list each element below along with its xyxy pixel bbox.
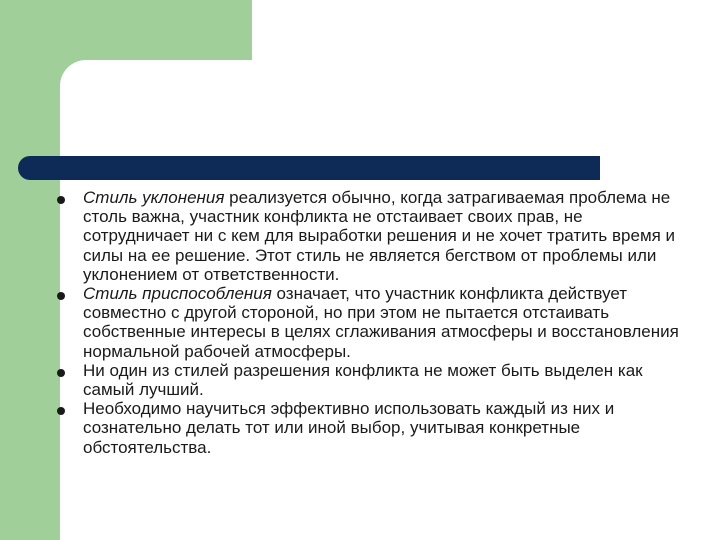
bullet-dot-icon — [57, 292, 65, 300]
bullet-body: означает, что участник конфликта действует совместно с другой стороной, но при этом не пытается отстаивать собственные интересы в целях сглаживания атмосферы и восстановления нормальной рабочей атмосферы. — [83, 284, 679, 361]
bullet-dot-icon — [57, 407, 65, 415]
bullet-body: Необходимо научиться эффективно использовать каждый из них и сознательно делать тот или иной выбор, учитывая конкретные обстоятельства. — [83, 399, 615, 457]
bullet-dot-icon — [57, 196, 65, 204]
bullet-list — [55, 188, 695, 457]
bullet-item-avoidance — [55, 188, 695, 284]
bullet-body: реализуется обычно, когда затрагиваемая проблема не столь важна, участник конфликта не отстаивает своих прав, не сотрудничает ни с кем для выработки решения и не хочет тратить время и силы на ее решение. Этот стиль не является бегством от проблемы или уклонением от ответственности. — [83, 188, 676, 284]
bullet-text — [83, 361, 683, 399]
bullet-item-accommodation — [55, 284, 695, 361]
bullet-dot-icon — [57, 369, 65, 377]
bullet-item-conscious-choice — [55, 399, 695, 457]
bullet-text — [83, 399, 683, 457]
title-bar — [18, 156, 600, 180]
bullet-text — [83, 284, 683, 361]
bullet-term: Стиль приспособления — [83, 284, 272, 304]
bullet-text — [83, 188, 683, 284]
bullet-term: Стиль уклонения — [83, 188, 225, 207]
bullet-body: Ни один из стилей разрешения конфликта не может быть выделен как самый лучший. — [83, 360, 643, 400]
bullet-item-no-best-style — [55, 361, 695, 399]
